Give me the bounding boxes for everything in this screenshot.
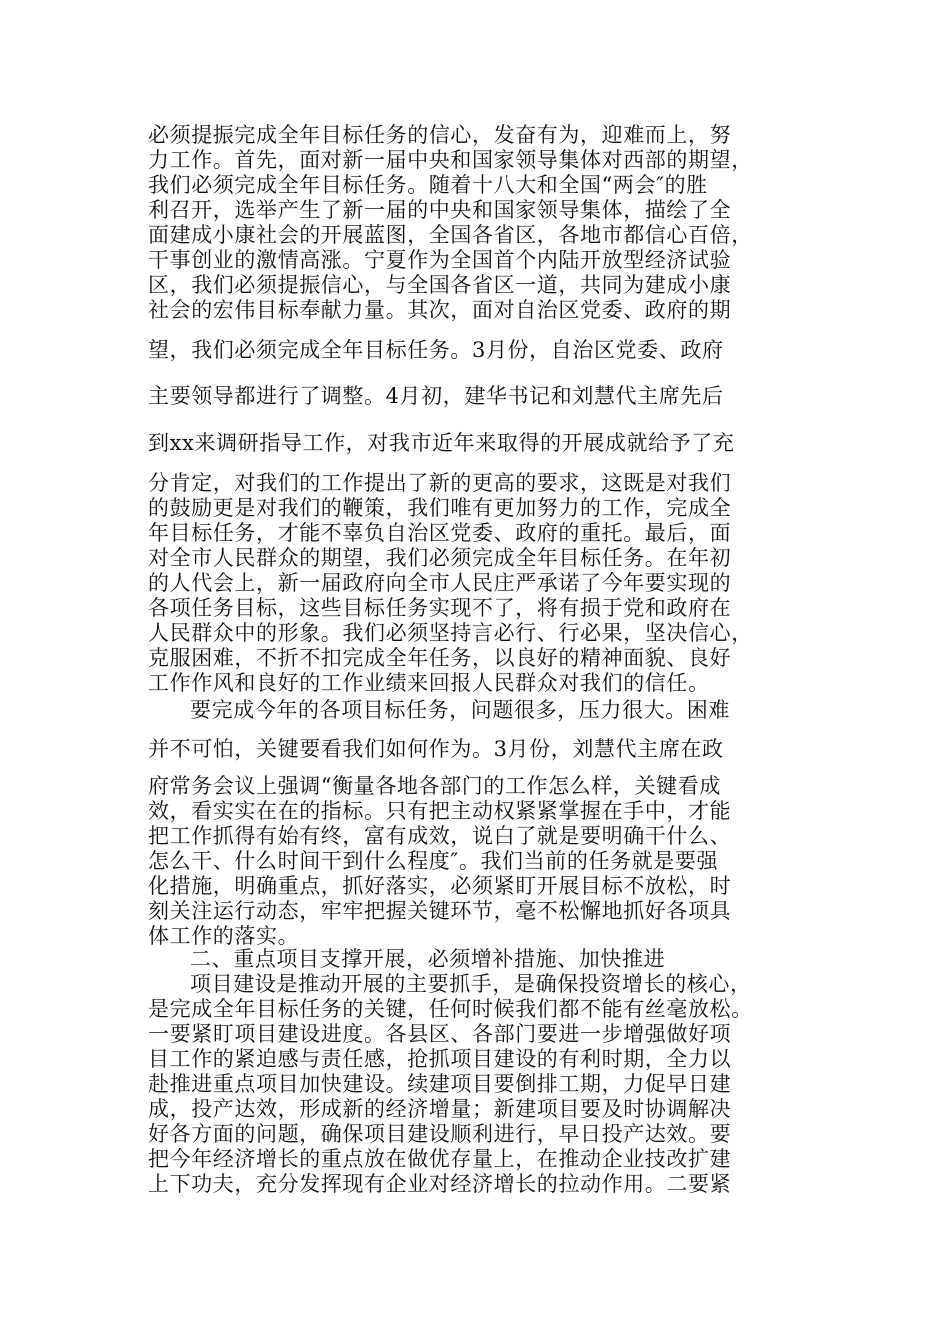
- text-line: 赴推进重点项目加快建设。续建项目要倒排工期，力促早日建: [148, 1072, 732, 1096]
- text-line: 目工作的紧迫感与责任感，抢抓项目建设的有利时期，全力以: [148, 1047, 732, 1071]
- text-line: 的鼓励更是对我们的鞭策，我们唯有更加努力的工作，完成全: [148, 496, 732, 520]
- text-line: 化措施，明确重点，抓好落实，必须紧盯开展目标不放松，时: [148, 874, 732, 898]
- text-line: 上下功夫，充分发挥现有企业对经济增长的拉动作用。二要紧: [148, 1172, 732, 1196]
- text-line: 怎么干、什么时间干到什么程度″。我们当前的任务就是要强: [148, 849, 719, 873]
- text-line: 一要紧盯项目建设进度。各县区、各部门要进一步增强做好项: [148, 1022, 732, 1046]
- text-line: 把今年经济增长的重点放在做优存量上，在推动企业技改扩建: [148, 1147, 732, 1171]
- section-heading: 二、重点项目支撑开展，必须增补措施、加快推进: [190, 947, 666, 971]
- text-line: 区，我们必须提振信心，与全国各省区一道，共同为建成小康: [148, 273, 732, 297]
- text-line: 利召开，选举产生了新一届的中央和国家领导集体，描绘了全: [148, 198, 732, 222]
- text-line: 力工作。首先，面对新一届中央和国家领导集体对西部的期望，: [148, 148, 753, 172]
- text-line: 望，我们必须完成全年目标任务。3月份，自治区党委、政府: [148, 338, 724, 362]
- paragraph-first-line: 要完成今年的各项目标任务，问题很多，压力很大。困难: [190, 698, 730, 722]
- text-line: 主要领导都进行了调整。4月初，建华书记和刘慧代主席先后: [148, 384, 724, 408]
- text-line: 人民群众中的形象。我们必须坚持言必行、行必果，坚决信心，: [148, 621, 753, 645]
- text-line: 并不可怕，关键要看我们如何作为。3月份，刘慧代主席在政: [148, 737, 724, 761]
- text-line: 到xx来调研指导工作，对我市近年来取得的开展成就给予了充: [148, 431, 735, 455]
- text-line: 刻关注运行动态，牢牢把握关键环节，毫不松懈地抓好各项具: [148, 899, 732, 923]
- text-line: 我们必须完成全年目标任务。随着十八大和全国“两会″的胜: [148, 173, 708, 197]
- text-line: 对全市人民群众的期望，我们必须完成全年目标任务。在年初: [148, 546, 732, 570]
- text-line: 干事创业的激情高涨。宁夏作为全国首个内陆开放型经济试验: [148, 248, 732, 272]
- text-line: 面建成小康社会的开展蓝图，全国各省区，各地市都信心百倍，: [148, 223, 753, 247]
- text-line: 体工作的落实。: [148, 924, 300, 948]
- text-line: 府常务会议上强调“衡量各地各部门的工作怎么样，关键看成: [148, 774, 721, 798]
- text-line: 分肯定，对我们的工作提出了新的更高的要求，这既是对我们: [148, 471, 732, 495]
- text-line: 工作作风和良好的工作业绩来回报人民群众对我们的信任。: [148, 671, 710, 695]
- text-line: 各项任务目标，这些目标任务实现不了，将有损于党和政府在: [148, 596, 732, 620]
- text-line: 必须提振完成全年目标任务的信心，发奋有为，迎难而上，努: [148, 123, 732, 147]
- text-line: 社会的宏伟目标奉献力量。其次，面对自治区党委、政府的期: [148, 298, 732, 322]
- text-line: 克服困难，不折不扣完成全年任务，以良好的精神面貌、良好: [148, 646, 732, 670]
- text-line: 把工作抓得有始有终，富有成效，说白了就是要明确干什么、: [148, 824, 732, 848]
- text-line: 的人代会上，新一届政府向全市人民庄严承诺了今年要实现的: [148, 571, 732, 595]
- text-line: 年目标任务，才能不辜负自治区党委、政府的重托。最后，面: [148, 521, 732, 545]
- paragraph-first-line: 项目建设是推动开展的主要抓手，是确保投资增长的核心，: [190, 972, 752, 996]
- text-line: 是完成全年目标任务的关键，任何时候我们都不能有丝毫放松。: [148, 997, 753, 1021]
- text-line: 效，看实实在在的指标。只有把主动权紧紧掌握在手中，才能: [148, 799, 732, 823]
- text-line: 好各方面的问题，确保项目建设顺利进行，早日投产达效。要: [148, 1122, 732, 1146]
- text-line: 成，投产达效，形成新的经济增量；新建项目要及时协调解决: [148, 1097, 732, 1121]
